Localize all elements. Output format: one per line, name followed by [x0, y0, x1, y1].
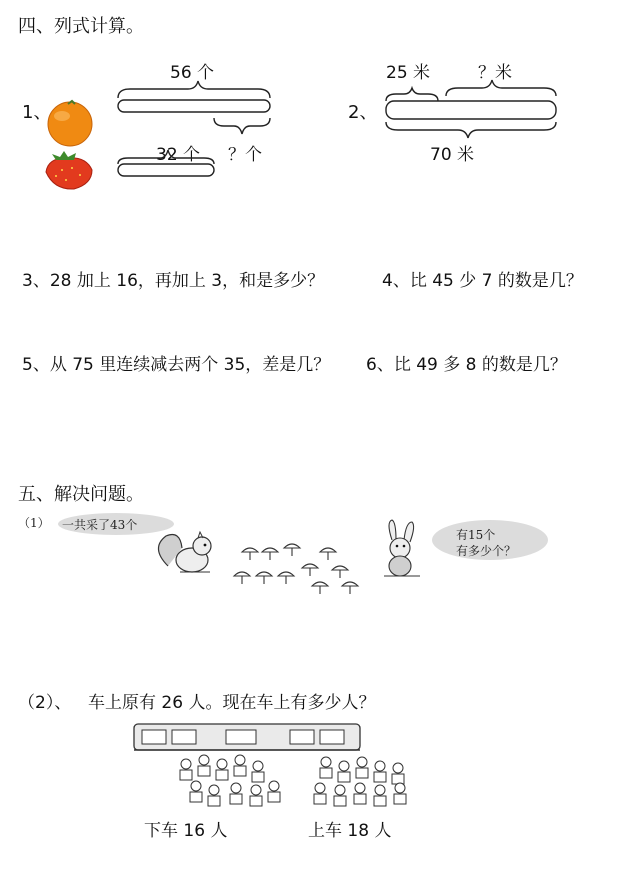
- problem2-question: 车上原有 26 人。现在车上有多少人？: [88, 693, 376, 713]
- problem1-left-bubble-text: 一共采了43个: [62, 518, 138, 532]
- problem1-number: （1）: [18, 516, 50, 530]
- q2-part1-label: 25 米: [386, 63, 431, 83]
- problem2-up-label: 上车 18 人: [308, 821, 392, 841]
- q1-unknown-label: ？个: [228, 145, 262, 165]
- section5-title: 五、解决问题。: [18, 484, 144, 505]
- question-6: 6、比 49 多 8 的数是几？: [366, 355, 567, 375]
- problem2-down-label: 下车 16 人: [144, 821, 228, 841]
- problem2-number: （2）、: [18, 693, 72, 713]
- q1-part-label: 32 个: [156, 145, 201, 165]
- q2-number: 2、: [348, 102, 378, 123]
- q1-total-label: 56 个: [170, 63, 215, 83]
- question-3: 3、28 加上 16，再加上 3，和是多少？: [22, 271, 325, 291]
- problem1-right-bubble-line1: 有15个: [456, 528, 496, 542]
- question-5: 5、从 75 里连续减去两个 35，差是几？: [22, 355, 331, 375]
- q2-total-label: 70 米: [430, 145, 475, 165]
- problem1-right-bubble-line2: 有多少个？: [456, 544, 517, 558]
- q2-part2-label: ？米: [478, 63, 512, 83]
- section4-title: 四、列式计算。: [18, 16, 144, 37]
- q1-number: 1、: [22, 102, 52, 123]
- question-4: 4、比 45 少 7 的数是几？: [382, 271, 583, 291]
